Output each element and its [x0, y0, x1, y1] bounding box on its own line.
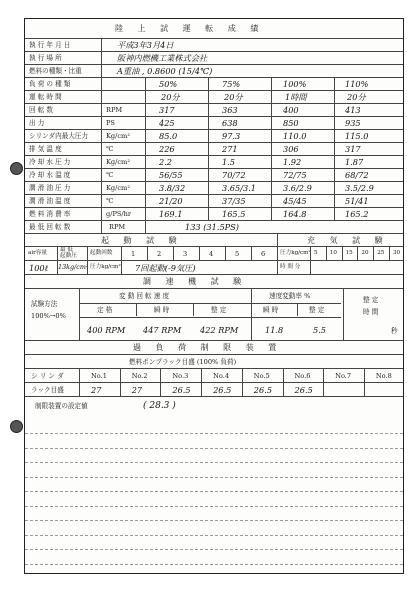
- rack-cylinder-cell: No.5: [253, 372, 270, 380]
- runtime-4: 20分: [347, 92, 366, 102]
- ruled-line: [25, 549, 403, 550]
- governor-speed-header: 変 動 回 転 速 度: [119, 292, 170, 300]
- measurement-unit: Kg/cm²: [106, 158, 130, 166]
- measurement-label: 回 転 数: [29, 106, 53, 114]
- start-count-cell: 5: [235, 250, 240, 258]
- start-test-header-row: [25, 234, 403, 247]
- measurement-value: 306: [283, 144, 299, 154]
- measurement-value: 638: [222, 118, 238, 128]
- rack-value-row: [25, 383, 403, 397]
- start-test-values-row: [25, 261, 403, 275]
- load-75: 75%: [222, 79, 241, 89]
- charge-pressure-label: 圧力kg/cm²: [280, 250, 311, 256]
- measurement-label: 燃 料 消 費 率: [29, 210, 71, 218]
- measurement-label: 潤 滑 油 圧 力: [29, 184, 71, 192]
- min-rpm-unit: RPM: [109, 223, 126, 231]
- test-record-sheet: [24, 18, 404, 574]
- governor-method-label: 試験方法: [31, 300, 58, 308]
- governor-col-settled: 整 定: [211, 306, 227, 314]
- runtime-1: 20分: [161, 92, 180, 102]
- measurement-value: 97.3: [222, 131, 241, 141]
- rack-value-cell: 27: [131, 385, 143, 395]
- measurement-unit: Kg/cm²: [106, 132, 130, 140]
- rack-title: 燃料ポンプラック目盛 (100% 負荷): [129, 358, 237, 366]
- measurement-value: 425: [159, 118, 175, 128]
- punch-hole-top: [10, 162, 23, 175]
- measurement-value: 3.5/2.9: [345, 183, 374, 193]
- start-count-cell: 1: [131, 250, 136, 258]
- load-50: 50%: [159, 79, 178, 89]
- governor-body: [25, 289, 403, 341]
- load-100: 100%: [283, 79, 307, 89]
- load-row: [25, 78, 403, 91]
- measurement-value: 271: [222, 144, 238, 154]
- measurement-value: 37/35: [222, 196, 246, 206]
- rack-cylinder-cell: No.7: [335, 372, 352, 380]
- air-capacity-value: 100ℓ: [29, 263, 49, 273]
- ruled-line: [25, 462, 403, 463]
- min-rpm-row: [25, 221, 403, 234]
- measurement-value: 45/45: [283, 196, 307, 206]
- start-count-label: 起動回数: [90, 250, 113, 256]
- measurement-row: [25, 169, 403, 182]
- governor-rate-settled: 整 定: [309, 306, 325, 314]
- charge-pressure-cell: 20: [361, 250, 369, 256]
- min-rpm-value: 133 (31.5PS): [185, 222, 239, 232]
- rack-cylinder-cell: No.3: [172, 372, 189, 380]
- load-label: 負 荷 の 種 類: [29, 80, 71, 88]
- governor-rate-instant: 瞬 時: [263, 306, 279, 314]
- load-110: 110%: [345, 79, 369, 89]
- rack-cylinder-cell: No.1: [91, 372, 107, 380]
- measurement-value: 1.92: [283, 157, 302, 167]
- governor-settled-value: 422 RPM: [200, 325, 239, 335]
- measurement-value: 169.1: [159, 209, 183, 219]
- ruled-line: [25, 433, 403, 434]
- governor-rate-header: 速度変動率 %: [269, 292, 311, 300]
- measurement-unit: Kg/cm²: [106, 184, 130, 192]
- charge-test-title: 充 気 試 験: [307, 236, 389, 245]
- date-value: 平成3年3月4日: [117, 40, 174, 50]
- measurement-value: 226: [159, 144, 175, 154]
- fuel-value: A重油 , 0.8600 (15/4℃): [117, 66, 213, 76]
- air-capacity-label: air容量: [28, 250, 47, 256]
- start-test-title: 起 動 試 験: [101, 236, 183, 245]
- measurement-unit: PS: [106, 119, 115, 127]
- rack-value-cell: 26.5: [253, 385, 273, 395]
- governor-sec-unit: 秒: [391, 327, 398, 335]
- charge-pressure-cell: 5: [314, 250, 318, 256]
- measurement-value: 1.87: [345, 157, 364, 167]
- date-row: [25, 39, 403, 52]
- rack-value-cell: 26.5: [213, 385, 232, 395]
- measurement-value: 110.0: [283, 131, 307, 141]
- start-count-cell: 4: [209, 250, 214, 258]
- measurement-value: 3.6/2.9: [283, 183, 312, 193]
- charge-time-label: 時 間 分: [280, 264, 301, 270]
- measurement-value: 3.8/32: [159, 183, 186, 193]
- measurement-value: 164.8: [283, 209, 307, 219]
- measurement-value: 3.65/3.1: [222, 183, 257, 193]
- measurement-label: 冷 却 水 圧 力: [29, 158, 71, 166]
- limiter-value: ( 28.3 ): [143, 401, 176, 411]
- runtime-2: 20分: [224, 92, 243, 102]
- page-title: 陸 上 試 運 転 成 績: [115, 24, 265, 33]
- charge-pressure-cell: 15: [345, 250, 353, 256]
- governor-col-instant: 瞬 時: [154, 306, 170, 314]
- measurement-value: 1.5: [222, 157, 236, 167]
- rack-cylinder-cell: No.2: [131, 372, 148, 380]
- governor-settle-label: 整 定: [363, 296, 379, 304]
- place-label: 執 行 場 所: [29, 54, 62, 62]
- governor-title: 調 速 機 試 験: [143, 277, 248, 286]
- measurement-label: 冷 却 水 温 度: [29, 171, 71, 179]
- measurement-label: 潤 滑 油 温 度: [29, 197, 71, 205]
- ruled-line: [25, 491, 403, 492]
- governor-rate-settled-value: 5.5: [313, 325, 327, 335]
- rack-cylinder-row: [25, 369, 403, 383]
- min-press-value: 13kg/cm²: [58, 263, 89, 271]
- fuel-label: 燃料の種類・比重: [29, 67, 82, 75]
- measurement-row: [25, 208, 403, 221]
- limiter-area: [25, 397, 403, 417]
- rack-cylinder-label: シ リ ン ダ: [31, 372, 64, 380]
- rack-cylinder-cell: No.4: [213, 372, 230, 380]
- rack-value-cell: 26.5: [294, 385, 313, 395]
- runtime-3: 1時間: [285, 92, 307, 102]
- start-count-cell: 6: [261, 250, 266, 258]
- governor-rate-instant-value: 11.8: [265, 325, 284, 335]
- measurement-row: [25, 104, 403, 117]
- measurement-row: [25, 195, 403, 208]
- rack-title-row: [25, 355, 403, 369]
- ruled-line: [25, 477, 403, 478]
- measurement-value: 21/20: [159, 196, 183, 206]
- title-row: [25, 19, 403, 39]
- place-value: 阪神内燃機工業株式会社: [117, 53, 208, 63]
- measurement-unit: ℃: [106, 197, 114, 205]
- measurement-unit: ℃: [106, 145, 114, 153]
- measurement-value: 51/41: [345, 196, 369, 206]
- rack-cylinder-cell: No.8: [375, 372, 392, 380]
- measurement-label: 排 気 温 度: [29, 145, 62, 153]
- governor-time-label: 時 間: [363, 308, 379, 316]
- measurement-row: [25, 156, 403, 169]
- ruled-line: [25, 535, 403, 536]
- governor-title-row: [25, 275, 403, 289]
- governor-col-rated: 定 格: [97, 306, 113, 314]
- measurement-value: 363: [222, 105, 238, 115]
- measurement-value: 72/75: [283, 170, 307, 180]
- measurement-value: 2.2: [159, 157, 173, 167]
- min-press-label-top: 最 低: [60, 247, 73, 253]
- ruled-line: [25, 448, 403, 449]
- measurement-unit: ℃: [106, 171, 114, 179]
- governor-instant-value: 447 RPM: [143, 325, 182, 335]
- measurement-value: 70/72: [222, 170, 246, 180]
- measurement-row: [25, 117, 403, 130]
- measurement-value: 115.0: [345, 131, 369, 141]
- measurement-value: 68/72: [345, 170, 369, 180]
- measurement-label: シリンダ内最大圧力: [29, 132, 89, 140]
- measurement-row: [25, 143, 403, 156]
- min-press-label-bottom: 起動圧: [60, 253, 77, 259]
- measurement-value: 850: [283, 118, 299, 128]
- date-label: 執 行 年 月 日: [29, 41, 71, 49]
- rack-value-label: ラック目盛: [31, 386, 64, 394]
- start-count-cell: 2: [157, 250, 162, 258]
- start-test-labels-row: [25, 247, 403, 261]
- rack-value-cell: 27: [91, 385, 102, 395]
- measurement-value: 413: [345, 105, 361, 115]
- measurement-value: 317: [345, 144, 361, 154]
- fuel-row: [25, 65, 403, 78]
- start-result-value: 7回起動(-9気圧): [135, 263, 196, 273]
- rack-cylinder-cell: No.6: [294, 372, 311, 380]
- punch-hole-bottom: [10, 420, 23, 433]
- measurement-value: 165.5: [222, 209, 246, 219]
- measurement-value: 317: [159, 105, 175, 115]
- charge-pressure-cell: 25: [377, 250, 385, 256]
- overload-title: 過 負 荷 制 限 装 置: [133, 343, 283, 352]
- ruled-line: [25, 506, 403, 507]
- charge-pressure-cell: 10: [329, 250, 337, 256]
- runtime-row: [25, 91, 403, 104]
- rack-value-cell: 26.5: [172, 385, 191, 395]
- measurement-value: 56/55: [159, 170, 183, 180]
- charge-pressure-cell: 30: [393, 250, 401, 256]
- measurement-unit: RPM: [106, 106, 123, 114]
- measurement-value: 400: [283, 105, 299, 115]
- ruled-line: [25, 520, 403, 521]
- governor-method-value: 100%→0%: [31, 312, 66, 320]
- measurement-row: [25, 130, 403, 143]
- start-result-label: 圧力kg/cm²: [90, 264, 121, 270]
- measurement-label: 出 力: [29, 119, 45, 127]
- measurement-value: 935: [345, 118, 361, 128]
- runtime-label: 運 転 時 間: [29, 93, 62, 101]
- governor-rated-value: 400 RPM: [87, 325, 126, 335]
- measurement-unit: g/PS/hr: [106, 210, 132, 218]
- measurement-value: 165.2: [345, 209, 369, 219]
- start-count-cell: 3: [183, 250, 188, 258]
- place-row: [25, 52, 403, 65]
- min-rpm-label: 最 低 回 転 数: [29, 223, 71, 231]
- overload-title-row: [25, 341, 403, 355]
- measurement-row: [25, 182, 403, 195]
- limiter-label: 制限装置の設定値: [35, 402, 88, 410]
- measurement-value: 85.0: [159, 131, 178, 141]
- ruled-line: [25, 564, 403, 565]
